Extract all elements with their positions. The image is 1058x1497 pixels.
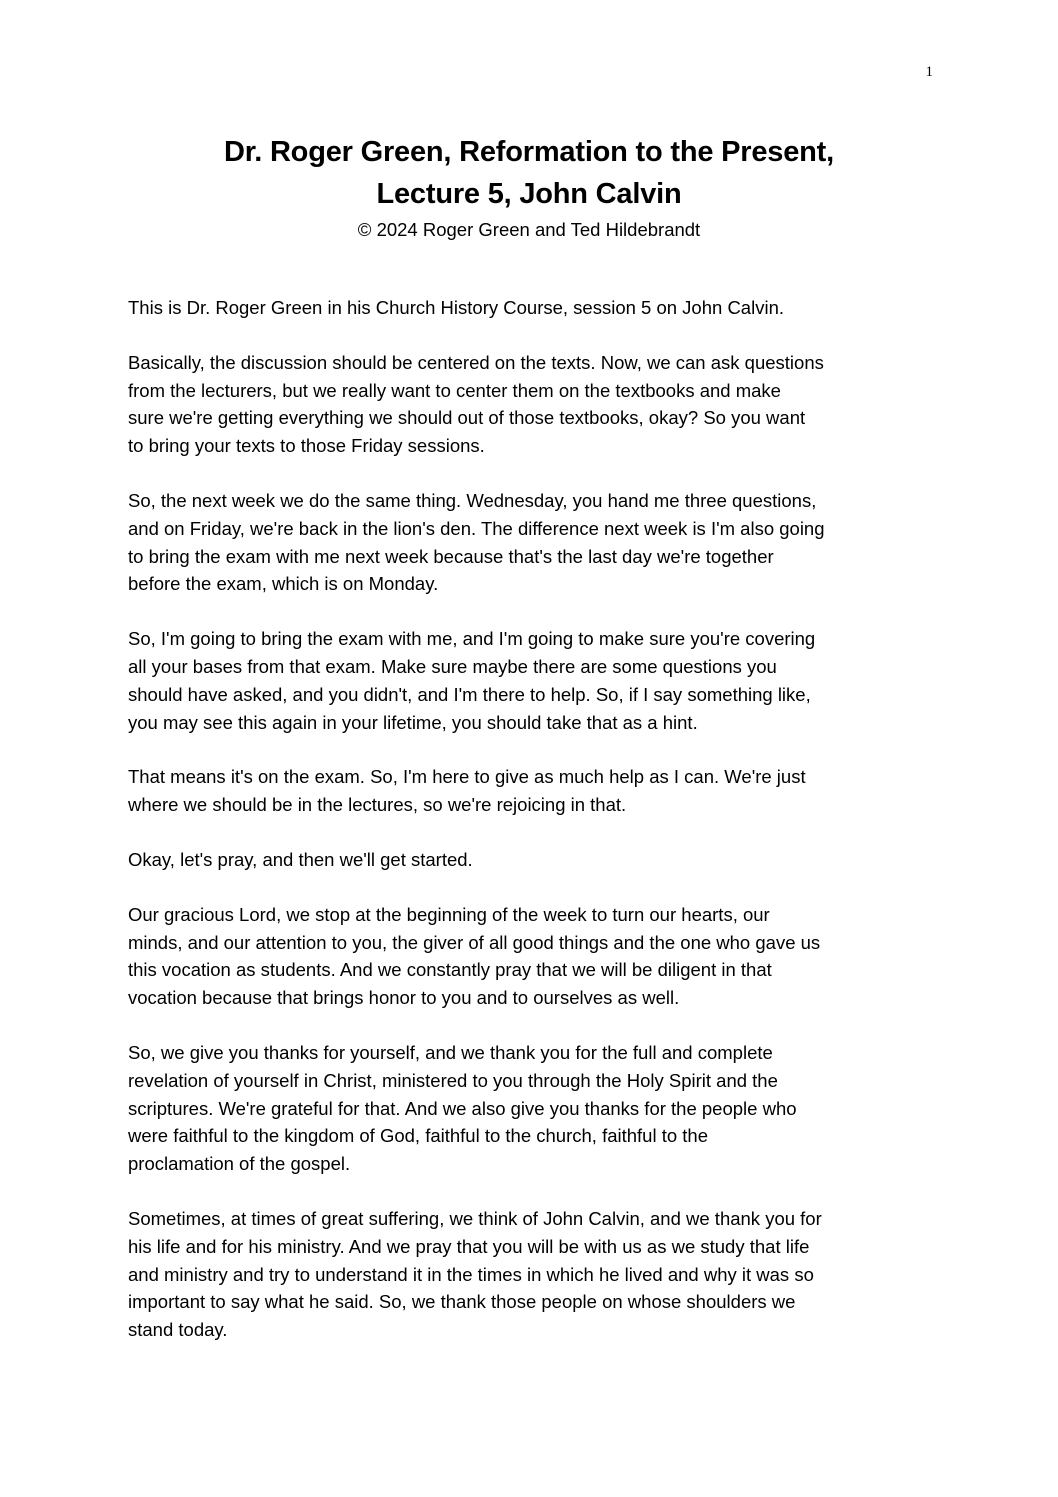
paragraph-7 xyxy=(128,901,928,1012)
text-line: proclamation of the gospel. xyxy=(128,1153,351,1175)
text-line: before the exam, which is on Monday. xyxy=(128,573,439,595)
text-line: minds, and our attention to you, the giver of all good things and the one who gave us xyxy=(128,931,821,953)
text-line: and ministry and try to understand it in the times in which he lived and why it was so xyxy=(128,1263,814,1285)
text-line: important to say what he said. So, we thank those people on whose shoulders we xyxy=(128,1291,796,1313)
paragraph-5 xyxy=(128,763,928,819)
text-line: this vocation as students. And we constantly pray that we will be diligent in that xyxy=(128,959,772,981)
text-line: Okay, let's pray, and then we'll get started. xyxy=(128,848,473,870)
text-line: So, I'm going to bring the exam with me, and I'm going to make sure you're covering xyxy=(128,628,816,650)
text-line: stand today. xyxy=(128,1319,228,1341)
text-line: That means it's on the exam. So, I'm here to give as much help as I can. We're just xyxy=(128,766,806,788)
paragraph-9 xyxy=(128,1205,928,1344)
text-line: should have asked, and you didn't, and I'm there to help. So, if I say something like, xyxy=(128,683,811,705)
copyright-notice: © 2024 Roger Green and Ted Hildebrandt xyxy=(357,219,701,240)
text-line: were faithful to the kingdom of God, faithful to the church, faithful to the xyxy=(128,1125,709,1147)
text-line: Sometimes, at times of great suffering, we think of John Calvin, and we thank you for xyxy=(128,1207,822,1229)
paragraph-6 xyxy=(128,846,928,874)
transcript-body xyxy=(128,294,928,1371)
text-line: So, we give you thanks for yourself, and we thank you for the full and complete xyxy=(128,1041,773,1063)
title-line-2: Lecture 5, John Calvin xyxy=(376,178,682,210)
page-number: 1 xyxy=(925,64,933,80)
text-line: his life and for his ministry. And we pray that you will be with us as we study that life xyxy=(128,1235,810,1257)
text-line: scriptures. We're grateful for that. And we also give you thanks for the people who xyxy=(128,1097,797,1119)
text-line: to bring the exam with me next week because that's the last day we're together xyxy=(128,545,774,567)
paragraph-2 xyxy=(128,349,928,460)
title-line-1: Dr. Roger Green, Reformation to the Present, xyxy=(224,136,834,168)
text-line: and on Friday, we're back in the lion's den. The difference next week is I'm also going xyxy=(128,517,825,539)
text-line: sure we're getting everything we should out of those textbooks, okay? So you want xyxy=(128,407,806,429)
text-line: where we should be in the lectures, so we're rejoicing in that. xyxy=(128,794,627,816)
text-line: So, the next week we do the same thing. Wednesday, you hand me three questions, xyxy=(128,489,817,511)
text-line: Basically, the discussion should be centered on the texts. Now, we can ask questions xyxy=(128,351,824,373)
paragraph-1 xyxy=(128,294,928,322)
document-header xyxy=(0,131,1058,243)
text-line: to bring your texts to those Friday sessions. xyxy=(128,435,485,457)
text-line: vocation because that brings honor to you and to ourselves as well. xyxy=(128,987,680,1009)
paragraph-8 xyxy=(128,1039,928,1178)
paragraph-3 xyxy=(128,487,928,598)
text-line: Our gracious Lord, we stop at the beginning of the week to turn our hearts, our xyxy=(128,903,770,925)
text-line: you may see this again in your lifetime, you should take that as a hint. xyxy=(128,711,698,733)
paragraph-4 xyxy=(128,625,928,736)
text-line: from the lecturers, but we really want to center them on the textbooks and make xyxy=(128,379,781,401)
text-line: revelation of yourself in Christ, ministered to you through the Holy Spirit and the xyxy=(128,1069,778,1091)
text-line: This is Dr. Roger Green in his Church History Course, session 5 on John Calvin. xyxy=(128,297,784,318)
text-line: all your bases from that exam. Make sure maybe there are some questions you xyxy=(128,655,777,677)
